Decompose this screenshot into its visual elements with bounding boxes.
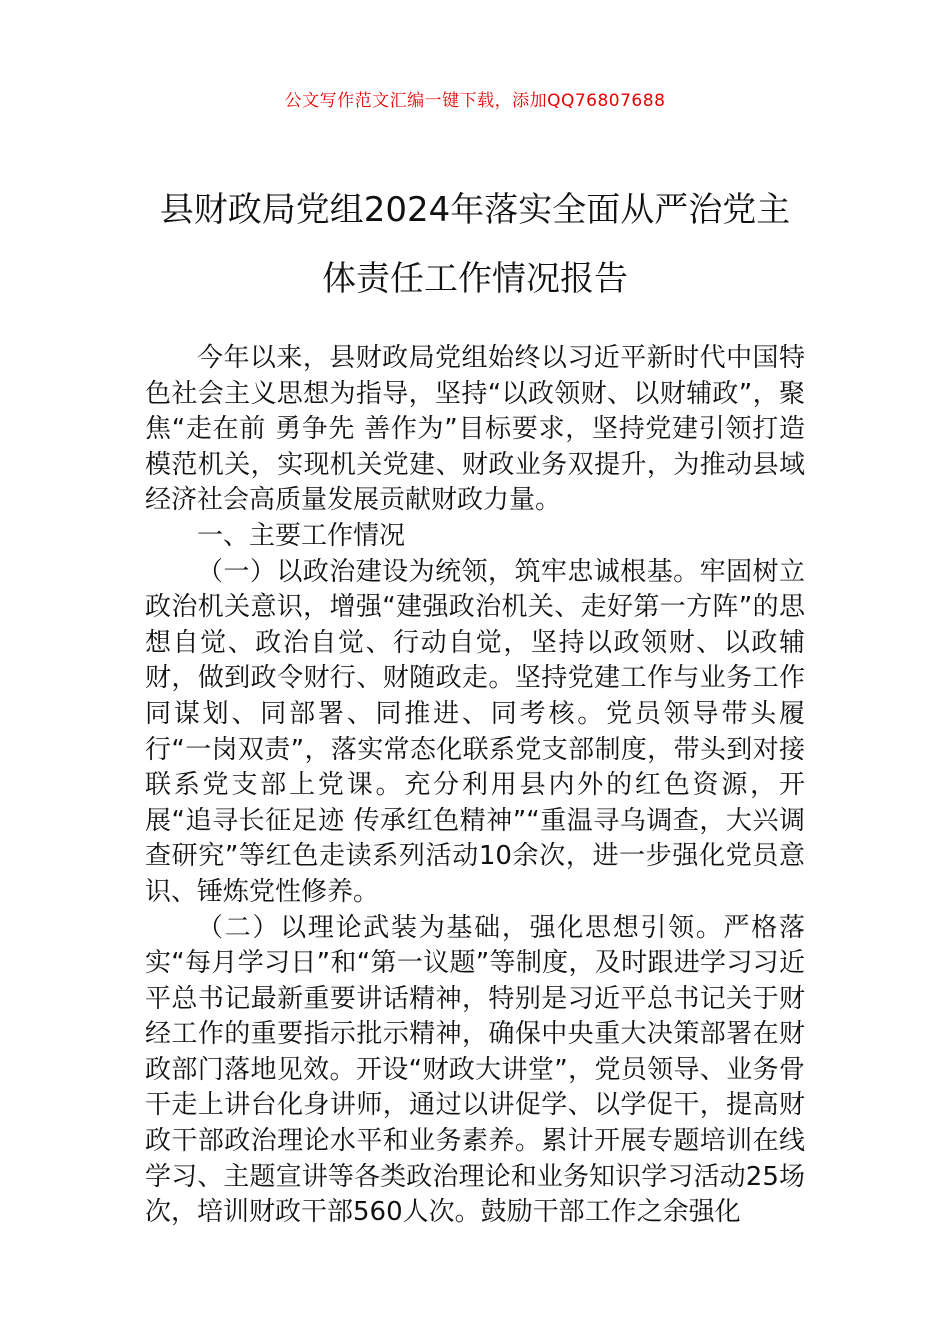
- section-heading: 一、主要工作情况: [197, 520, 406, 551]
- body-paragraph: （二）以理论武装为基础，强化思想引领。严格落实“每月学习日”和“第一议题”等制度，及时跟进学习习近平总书记最新重要讲话精神，特别是习近平总书记关于财经工作的重要指示批示精神，确保中央重大决策部署在财政部门落地见效。开设“财政大讲堂”，党员领导、业务骨干走上讲台化身讲师，通过以讲促学、以学促干，提高财政干部政治理论水平和业务素养。累计开展专题培训在线学习、主题宣讲等各类政治理论和业务知识学习活动25场次，培训财政干部560人次。鼓励干部工作之余强化: [145, 912, 805, 1228]
- document-title: [130, 176, 820, 314]
- intro-paragraph: 今年以来，县财政局党组始终以习近平新时代中国特色社会主义思想为指导，坚持“以政领财、以财辅政”，聚焦“走在前 勇争先 善作为”目标要求，坚持党建引领打造模范机关，实现机关党建、财政业务双提升，为推动县域经济社会高质量发展贡献财政力量。: [145, 343, 805, 516]
- body-paragraph: （一）以政治建设为统领，筑牢忠诚根基。牢固树立政治机关意识，增强“建强政治机关、走好第一方阵”的思想自觉、政治自觉、行动自觉，坚持以政领财、以政辅财，做到政令财行、财随政走。坚持党建工作与业务工作同谋划、同部署、同推进、同考核。党员领导带头履行“一岗双责”，落实常态化联系党支部制度，带头到对接联系党支部上党课。充分利用县内外的红色资源，开展“追寻长征足迹 传承红色精神”“重温寻乌调查，大兴调查研究”等红色走读系列活动10余次，进一步强化党员意识、锤炼党性修养。: [145, 556, 805, 907]
- document-title-line-1: 县财政局党组2024年落实全面从严治党主: [159, 190, 791, 230]
- document-title-line-2: 体责任工作情况报告: [322, 259, 628, 299]
- download-promo-note: 公文写作范文汇编一键下载，添加QQ76807688: [284, 91, 666, 111]
- document-body: [145, 341, 805, 1231]
